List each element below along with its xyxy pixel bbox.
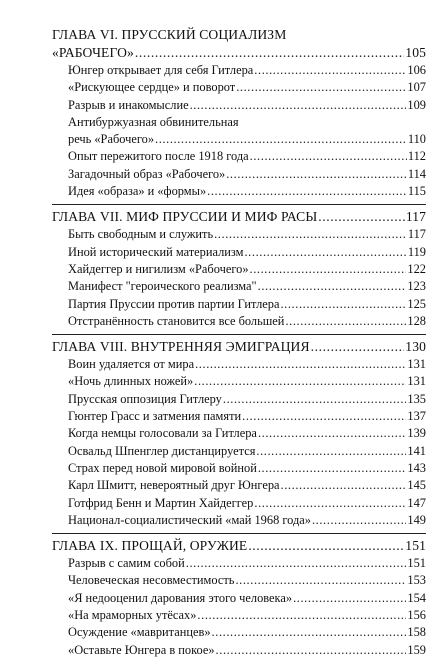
chapter-page-number: 117	[405, 209, 426, 225]
dot-leader	[135, 44, 404, 62]
chapter-7	[52, 204, 426, 330]
entry-title: Загадочный образ «Рабочего»	[68, 166, 226, 181]
chapter-heading	[52, 208, 426, 226]
dot-leader	[155, 131, 407, 148]
toc-entry	[68, 97, 426, 114]
toc-entry	[68, 356, 426, 373]
dot-leader	[236, 79, 406, 96]
entry-page-number: 106	[407, 63, 426, 77]
entry-page-number: 131	[407, 357, 426, 372]
toc-entry	[68, 373, 426, 390]
entry-page-number: 114	[407, 166, 426, 181]
toc-entry	[68, 512, 426, 529]
entry-title-continuation: речь «Рабочего»	[68, 132, 155, 147]
entry-page-number: 107	[407, 80, 426, 95]
entry-page-number: 158	[407, 625, 426, 640]
toc-entry	[68, 425, 426, 442]
dot-leader	[216, 642, 407, 659]
entry-page-number: 153	[407, 573, 426, 588]
toc-entry	[68, 226, 426, 243]
entry-title: Опыт пережитого после 1918 года	[68, 149, 249, 164]
entry-page-number: 131	[407, 374, 426, 389]
entry-title: Воин удаляется от мира	[68, 357, 195, 372]
section-list	[52, 62, 426, 200]
toc-entry	[68, 148, 426, 165]
dot-leader	[280, 296, 406, 313]
entry-page-number: 119	[407, 244, 426, 259]
dot-leader	[214, 226, 407, 243]
entry-page-number: 110	[407, 132, 426, 147]
toc-entry	[68, 555, 426, 572]
entry-title: «Ночь длинных ножей»	[68, 374, 194, 389]
entry-title: Готфрид Бенн и Мартин Хайдеггер	[68, 495, 254, 510]
entry-title: Карл Шмитт, невероятный друг Юнгера	[68, 478, 280, 493]
toc-entry	[68, 477, 426, 494]
dot-leader	[285, 313, 406, 330]
entry-page-number: 145	[407, 478, 426, 493]
entry-page-number: 117	[407, 227, 426, 242]
toc-entry	[68, 495, 426, 512]
entry-page-number: 137	[407, 409, 426, 424]
section-list	[52, 226, 426, 330]
entry-page-number: 139	[407, 426, 426, 441]
entry-page-number: 109	[407, 97, 426, 112]
entry-page-number: 151	[407, 556, 426, 571]
dot-leader	[250, 261, 407, 278]
toc-entry	[68, 62, 426, 79]
chapter-title: ГЛАВА VII. МИФ ПРУССИИ И МИФ РАСЫ	[52, 209, 318, 225]
dot-leader	[244, 244, 406, 261]
chapter-title-continuation: «РАБОЧЕГО»	[52, 45, 134, 60]
toc-entry	[68, 261, 426, 278]
dot-leader	[226, 166, 407, 183]
entry-title: Человеческая несовместимость	[68, 573, 235, 588]
chapter-heading	[52, 26, 426, 62]
toc-entry	[68, 166, 426, 183]
dot-leader	[254, 495, 406, 512]
entry-title: Партия Пруссии против партии Гитлера	[68, 296, 280, 311]
entry-page-number: 147	[407, 495, 426, 510]
toc-entry-continuation	[68, 131, 426, 148]
entry-page-number: 112	[407, 149, 426, 164]
entry-page-number: 123	[407, 279, 426, 294]
entry-page-number: 154	[407, 590, 426, 605]
toc-entry	[68, 408, 426, 425]
entry-title: «На мраморных утёсах»	[68, 608, 197, 623]
dot-leader	[258, 460, 407, 477]
chapter-9	[52, 533, 426, 659]
entry-title: «Оставьте Юнгера в покое»	[68, 642, 215, 657]
dot-leader	[235, 572, 406, 589]
chapter-heading	[52, 537, 426, 555]
entry-page-number: 159	[407, 642, 426, 657]
toc-entry	[68, 391, 426, 408]
toc-entry	[68, 460, 426, 477]
entry-title: «Я недооценил дарования этого человека»	[68, 590, 293, 605]
toc-entry	[68, 590, 426, 607]
dot-leader	[194, 373, 406, 390]
dot-leader	[281, 477, 407, 494]
entry-page-number: 149	[407, 512, 426, 527]
toc-entry	[68, 642, 426, 659]
entry-title: Прусская оппозиция Гитлеру	[68, 391, 222, 406]
dot-leader	[212, 624, 407, 641]
dot-leader	[258, 425, 406, 442]
chapter-6	[52, 26, 426, 200]
toc-entry	[68, 278, 426, 295]
dot-leader	[258, 278, 407, 295]
entry-title: Хайдеггер и нигилизм «Рабочего»	[68, 261, 249, 276]
entry-title: Идея «образа» и «формы»	[68, 184, 207, 199]
toc-entry	[68, 79, 426, 96]
toc-entry	[68, 183, 426, 200]
toc-entry	[68, 244, 426, 261]
entry-title: Иной исторический материализм	[68, 244, 244, 259]
entry-title: Национал-социалистический «май 1968 года»	[68, 512, 311, 527]
entry-page-number: 128	[407, 313, 426, 328]
entry-title: Манифест "героического реализма"	[68, 279, 257, 294]
entry-page-number: 125	[407, 296, 426, 311]
entry-title: Разрыв с самим собой	[68, 556, 185, 571]
entry-page-number: 141	[407, 443, 426, 458]
dot-leader	[256, 443, 406, 460]
entry-title: Быть свободным и служить	[68, 227, 214, 242]
dot-leader	[250, 148, 407, 165]
chapter-page-number: 105	[405, 45, 426, 60]
entry-page-number: 115	[407, 184, 426, 199]
dot-leader	[312, 512, 406, 529]
toc-entry	[68, 313, 426, 330]
dot-leader	[190, 97, 407, 114]
chapter-title: ГЛАВА VI. ПРУССКИЙ СОЦИАЛИЗМ	[52, 27, 287, 42]
chapter-heading	[52, 338, 426, 356]
entry-page-number: 135	[407, 391, 426, 406]
toc-entry	[68, 572, 426, 589]
entry-title: Гюнтер Грасс и затмения памяти	[68, 409, 242, 424]
entry-title: Осуждение «мавританцев»	[68, 625, 211, 640]
entry-title: Освальд Шпенглер дистанцируется	[68, 443, 256, 458]
entry-title: Юнгер открывает для себя Гитлера	[68, 63, 254, 77]
dot-leader	[248, 537, 404, 555]
toc-entry	[68, 296, 426, 313]
entry-title: «Рискующее сердце» и поворот	[68, 80, 236, 95]
entry-title: Когда немцы голосовали за Гитлера	[68, 426, 257, 441]
chapter-title: ГЛАВА VIII. ВНУТРЕННЯЯ ЭМИГРАЦИЯ	[52, 339, 310, 355]
dot-leader	[207, 183, 407, 200]
table-of-contents	[52, 26, 426, 663]
entry-title: Антибуржуазная обвинительная	[68, 114, 239, 129]
entry-title: Разрыв и инакомыслие	[68, 97, 189, 112]
entry-page-number: 156	[407, 608, 426, 623]
entry-page-number: 122	[407, 261, 426, 276]
toc-entry-first-line	[68, 114, 426, 131]
entry-title: Отстранённость становится все большей	[68, 313, 285, 328]
entry-title: Страх перед новой мировой войной	[68, 460, 257, 475]
dot-leader	[242, 408, 406, 425]
chapter-title: ГЛАВА IX. ПРОЩАЙ, ОРУЖИЕ	[52, 538, 248, 554]
toc-entry	[68, 443, 426, 460]
dot-leader	[223, 391, 407, 408]
toc-entry	[68, 624, 426, 641]
dot-leader	[318, 208, 405, 226]
chapter-8	[52, 334, 426, 529]
dot-leader	[311, 338, 405, 356]
dot-leader	[195, 356, 406, 373]
toc-entry	[68, 607, 426, 624]
chapter-page-number: 130	[405, 339, 426, 355]
dot-leader	[186, 555, 407, 572]
entry-page-number: 143	[407, 460, 426, 475]
section-list	[52, 356, 426, 529]
dot-leader	[293, 590, 406, 607]
dot-leader	[254, 62, 406, 79]
chapter-page-number: 151	[405, 538, 426, 554]
section-list	[52, 555, 426, 659]
dot-leader	[197, 607, 406, 624]
